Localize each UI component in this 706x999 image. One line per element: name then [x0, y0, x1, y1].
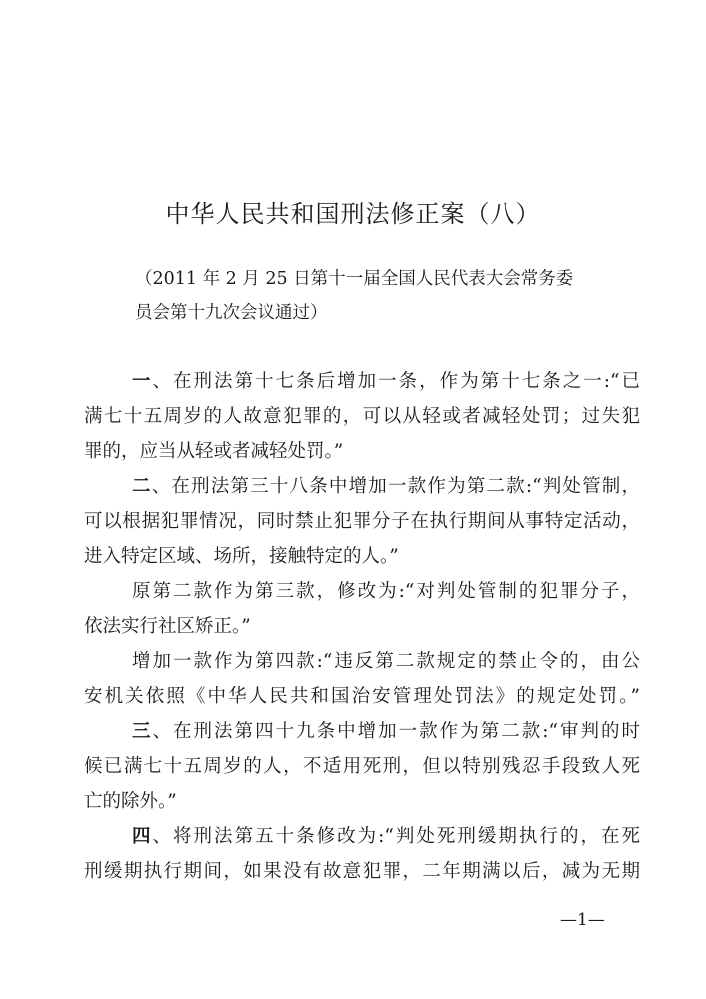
paragraph-line: 满七十五周岁的人故意犯罪的，可以从轻或者减轻处罚；过失犯	[84, 406, 640, 427]
paragraph-first-line	[84, 819, 640, 854]
paragraph-line: 刑缓期执行期间，如果没有故意犯罪，二年期满以后，减为无期	[84, 861, 640, 882]
paragraph-line: 候已满七十五周岁的人，不适用死刑，但以特别残忍手段致人死	[84, 756, 640, 777]
paragraph-first-line	[84, 644, 640, 679]
paragraph-text: 、在刑法第四十九条中增加一款作为第二款:“审判的时	[152, 721, 640, 742]
article-number: 二	[132, 476, 152, 497]
paragraph-text: 、在刑法第十七条后增加一条，作为第十七条之一:“已	[152, 371, 640, 392]
paragraph-line: 可以根据犯罪情况，同时禁止犯罪分子在执行期间从事特定活动，	[84, 511, 640, 532]
paragraph-text: 原第二款作为第三款，修改为:“对判处管制的犯罪分子，	[132, 581, 640, 602]
page-number: —1—	[560, 910, 605, 930]
article-number: 三	[132, 721, 153, 742]
paragraph-first-line	[84, 714, 640, 749]
adoption-note-line-2: 员会第十九次会议通过）	[135, 303, 328, 323]
paragraph-line: 安机关依照《中华人民共和国治安管理处罚法》的规定处罚。”	[84, 686, 640, 707]
paragraph-line: 依法实行社区矫正。”	[84, 616, 251, 637]
adoption-note-line-1: （2011 年 2 月 25 日第十一届全国人民代表大会常务委	[135, 269, 574, 289]
article-number: 一	[132, 371, 153, 392]
paragraph-text: 、将刑法第五十条修改为:“判处死刑缓期执行的，在死	[152, 826, 640, 847]
document-title: 中华人民共和国刑法修正案（八）	[165, 200, 541, 228]
paragraph-text: 增加一款作为第四款:“违反第二款规定的禁止令的，由公	[132, 651, 640, 672]
article-number: 四	[132, 826, 153, 847]
paragraph-line: 进入特定区域、场所，接触特定的人。”	[84, 546, 399, 567]
paragraph-text: 、在刑法第三十八条中增加一款作为第二款:“判处管制，	[151, 476, 640, 497]
paragraph-first-line	[84, 574, 640, 609]
paragraph-line: 罪的，应当从轻或者减轻处罚。”	[84, 441, 344, 462]
document-body	[84, 364, 640, 889]
paragraph-first-line	[84, 469, 640, 504]
paragraph-line: 亡的除外。”	[84, 791, 177, 812]
paragraph-first-line	[84, 364, 640, 399]
